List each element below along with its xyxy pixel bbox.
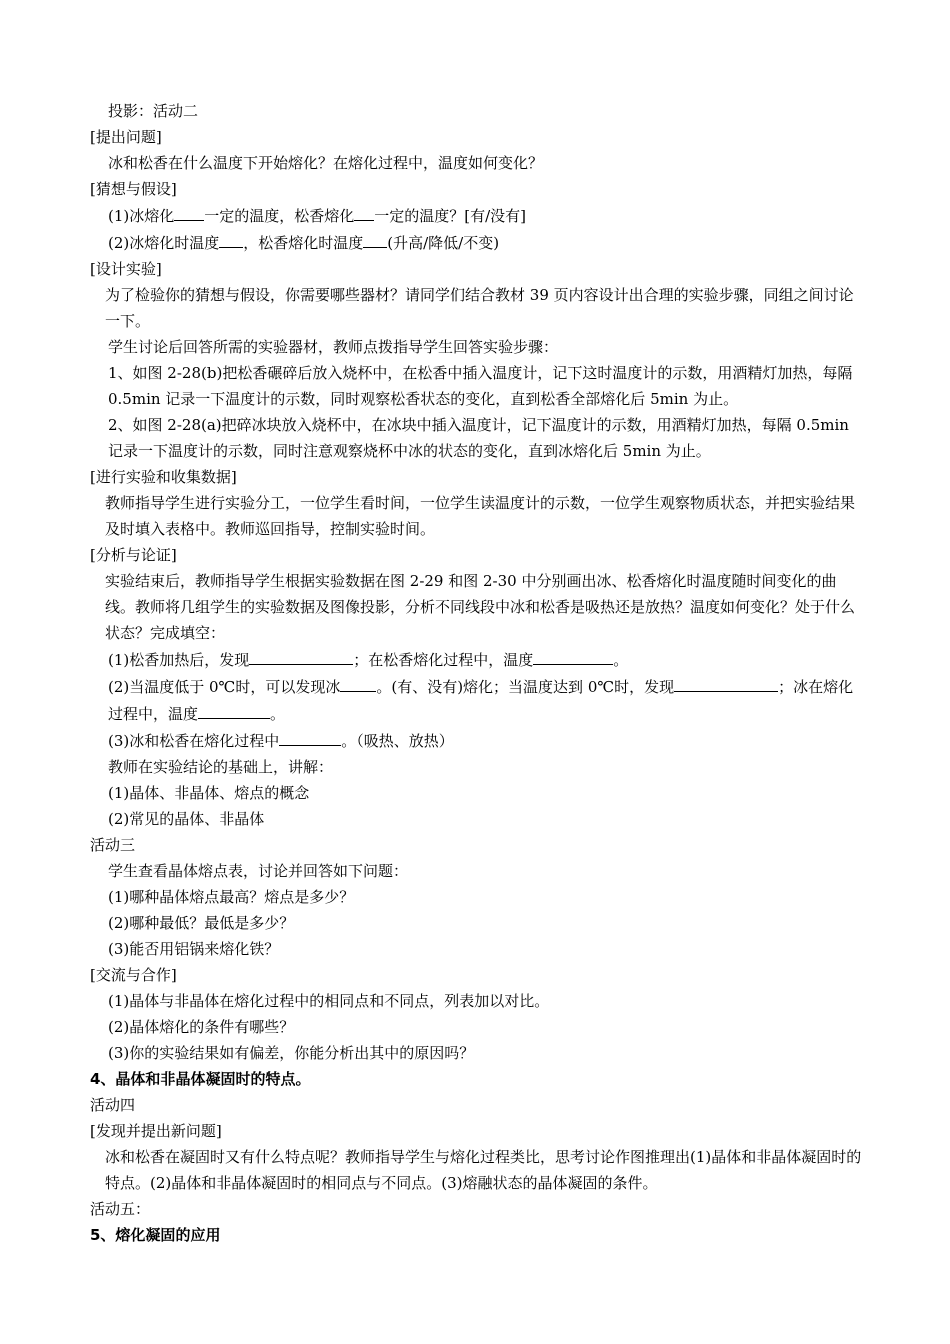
section-heading: [交流与合作] — [90, 966, 177, 984]
text-segment: 。（吸热、放热） — [341, 732, 454, 750]
text-segment: 一定的温度？[有/没有] — [374, 207, 527, 225]
paragraph: 冰和松香在凝固时又有什么特点呢？教师指导学生与熔化过程类比，思考讨论作图推理出(1)晶体和非晶体凝固时的特点。(2)晶体和非晶体凝固时的相同点与不同点。(3)熔融状态的晶体凝固的条件。 — [105, 1148, 862, 1192]
text-segment: 。(有、没有)熔化；当温度达到 0℃时，发现 — [376, 678, 675, 696]
text-segment: 一定的温度，松香熔化 — [204, 207, 355, 225]
section-heading: [设计实验] — [90, 260, 162, 278]
text-line — [90, 202, 862, 229]
fill-blank — [174, 202, 204, 221]
text-line: 学生讨论后回答所需的实验器材，教师点拨指导学生回答实验步骤： — [108, 338, 559, 356]
fill-blank — [219, 229, 243, 248]
section-heading: [分析与论证] — [90, 546, 177, 564]
text-line: 投影：活动二 — [108, 102, 199, 120]
text-line: (2)常见的晶体、非晶体 — [108, 810, 265, 828]
text-segment: (2)当温度低于 0℃时，可以发现冰 — [108, 678, 341, 696]
text-segment: (2)冰熔化时温度 — [108, 234, 220, 252]
text-line: (3)你的实验结果如有偏差，你能分析出其中的原因吗？ — [108, 1044, 475, 1062]
bold-heading: 5、熔化凝固的应用 — [90, 1226, 221, 1244]
text-line: 教师在实验结论的基础上，讲解： — [108, 758, 334, 776]
text-segment: ；冰在熔化过程中，温度 — [108, 678, 854, 723]
text-segment: ；在松香熔化过程中，温度 — [353, 651, 534, 669]
activity-heading: 活动三 — [90, 836, 136, 854]
bold-heading: 4、晶体和非晶体凝固时的特点。 — [90, 1070, 311, 1088]
section-heading: [提出问题] — [90, 128, 162, 146]
activity-heading: 活动四 — [90, 1096, 136, 1114]
text-segment: ，松香熔化时温度 — [243, 234, 364, 252]
text-line: (1)哪种晶体熔点最高？熔点是多少？ — [108, 888, 355, 906]
section-heading: [进行实验和收集数据] — [90, 468, 237, 486]
fill-blank — [198, 700, 270, 719]
fill-blank — [249, 646, 353, 665]
paragraph: 2、如图 2-28(a)把碎冰块放入烧杯中，在冰块中插入温度计，记下温度计的示数，用酒精灯加热，每隔 0.5min 记录一下温度计的示数，同时注意观察烧杯中冰的状态的变化，直到冰熔化后 5min 为止。 — [108, 416, 849, 460]
section-heading: [发现并提出新问题] — [90, 1122, 222, 1140]
text-line: (2)晶体熔化的条件有哪些？ — [108, 1018, 295, 1036]
fill-blank — [533, 646, 613, 665]
section-heading: [猜想与假设] — [90, 180, 177, 198]
text-line: (2)哪种最低？最低是多少？ — [108, 914, 295, 932]
text-line: 学生查看晶体熔点表，讨论并回答如下问题： — [108, 862, 409, 880]
paragraph: 实验结束后，教师指导学生根据实验数据在图 2-29 和图 2-30 中分别画出冰、松香熔化时温度随时间变化的曲线。教师将几组学生的实验数据及图像投影，分析不同线段中冰和松香是吸热还是放热？温度如何变化？处于什么状态？完成填空： — [105, 572, 856, 642]
paragraph: 为了检验你的猜想与假设，你需要哪些器材？请同学们结合教材 39 页内容设计出合理的实验步骤，同组之间讨论一下。 — [105, 286, 854, 330]
paragraph: 1、如图 2-28(b)把松香碾碎后放入烧杯中，在松香中插入温度计，记下这时温度计的示数，用酒精灯加热，每隔 0.5min 记录一下温度计的示数，同时观察松香状态的变化，直到松香全部熔化后 5min 为止。 — [108, 364, 853, 408]
fill-blank — [674, 673, 778, 692]
paragraph: 教师指导学生进行实验分工，一位学生看时间，一位学生读温度计的示数，一位学生观察物质状态，并把实验结果及时填入表格中。教师巡回指导，控制实验时间。 — [105, 494, 856, 538]
fill-blank — [363, 229, 387, 248]
text-segment: (升高/降低/不变) — [387, 234, 500, 252]
text-segment: 。 — [270, 705, 286, 723]
text-segment: (1)松香加热后，发现 — [108, 651, 250, 669]
text-segment: 。 — [613, 651, 629, 669]
text-segment: (1)冰熔化 — [108, 207, 175, 225]
text-line — [90, 646, 862, 673]
document-page — [90, 98, 862, 1248]
text-line: (1)晶体、非晶体、熔点的概念 — [108, 784, 310, 802]
text-segment: (3)冰和松香在熔化过程中 — [108, 732, 280, 750]
text-line — [90, 727, 862, 754]
text-line: (1)晶体与非晶体在熔化过程中的相同点和不同点，列表加以对比。 — [108, 992, 550, 1010]
paragraph — [90, 673, 862, 727]
fill-blank — [279, 727, 341, 746]
text-line: (3)能否用铝锅来熔化铁？ — [108, 940, 280, 958]
activity-heading: 活动五： — [90, 1200, 151, 1218]
text-line — [90, 229, 862, 256]
fill-blank — [354, 202, 374, 221]
text-line: 冰和松香在什么温度下开始熔化？在熔化过程中，温度如何变化？ — [108, 154, 544, 172]
fill-blank — [340, 673, 376, 692]
